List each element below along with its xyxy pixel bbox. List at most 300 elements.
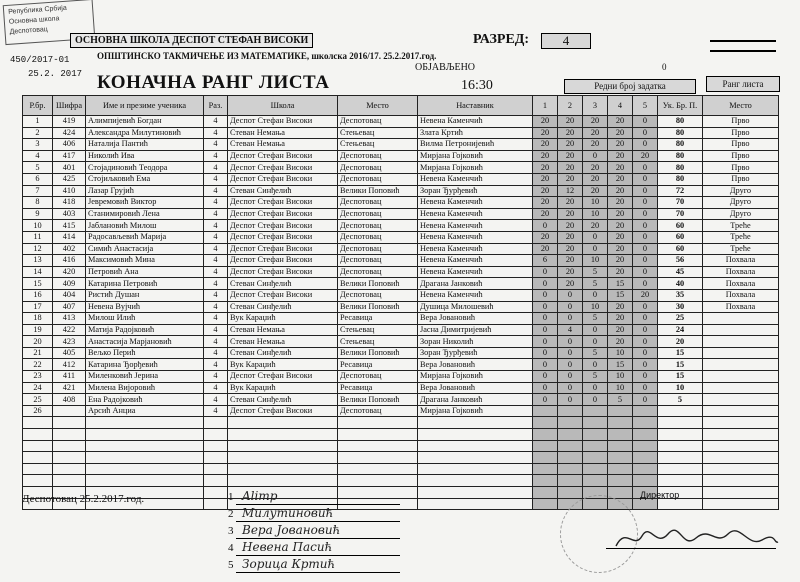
student-code (53, 452, 86, 464)
score-1 (533, 440, 558, 452)
row-number: 7 (23, 185, 53, 197)
student-name: Станимировић Лена (86, 208, 204, 220)
rank-place: Похвала (703, 301, 779, 313)
school: Деспот Стефан Високи (228, 197, 338, 209)
teacher (418, 463, 533, 475)
score-4: 20 (608, 173, 633, 185)
score-5 (633, 452, 658, 464)
score-1: 20 (533, 150, 558, 162)
town: Деспотовац (338, 220, 418, 232)
teacher: Вилма Петронијевић (418, 139, 533, 151)
rank-place: Прво (703, 116, 779, 128)
grade (204, 417, 228, 429)
student-name: Максимовић Мина (86, 255, 204, 267)
score-1 (533, 405, 558, 417)
score-3: 20 (583, 220, 608, 232)
score-3 (583, 452, 608, 464)
rank-place (703, 498, 779, 510)
student-name: Симић Анастасија (86, 243, 204, 255)
teacher: Мирјана Гојковић (418, 371, 533, 383)
teacher: Вера Јовановић (418, 359, 533, 371)
grade: 4 (204, 255, 228, 267)
score-2: 0 (558, 359, 583, 371)
score-5: 0 (633, 116, 658, 128)
student-code: 411 (53, 371, 86, 383)
table-row (23, 139, 779, 151)
score-1: 0 (533, 220, 558, 232)
score-5: 0 (633, 382, 658, 394)
town: Стењевац (338, 324, 418, 336)
commission-signature: Зорица Кртић (242, 557, 336, 571)
student-code: 423 (53, 336, 86, 348)
grade-label: РАЗРЕД: (473, 32, 530, 47)
score-5: 0 (633, 347, 658, 359)
total-points: 80 (658, 116, 703, 128)
grade: 4 (204, 197, 228, 209)
score-3: 5 (583, 313, 608, 325)
row-number: 12 (23, 243, 53, 255)
student-code: 408 (53, 394, 86, 406)
score-5 (633, 417, 658, 429)
teacher: Невена Каменчић (418, 231, 533, 243)
student-name: Стојиљковић Ема (86, 173, 204, 185)
total-points: 15 (658, 371, 703, 383)
student-code (53, 440, 86, 452)
column-header: Школа (228, 96, 338, 116)
row-number (23, 475, 53, 487)
table-row (23, 394, 779, 406)
rank-place: Похвала (703, 289, 779, 301)
director-signature-line (606, 548, 776, 549)
grade: 4 (204, 266, 228, 278)
row-number: 16 (23, 289, 53, 301)
town (338, 463, 418, 475)
score-5: 0 (633, 127, 658, 139)
column-header: Р.бр. (23, 96, 53, 116)
table-row (23, 452, 779, 464)
score-2: 20 (558, 266, 583, 278)
town: Деспотовац (338, 243, 418, 255)
row-number (23, 452, 53, 464)
town (338, 487, 418, 499)
score-1: 0 (533, 382, 558, 394)
row-number: 17 (23, 301, 53, 313)
score-1 (533, 463, 558, 475)
town: Деспотовац (338, 150, 418, 162)
table-row (23, 475, 779, 487)
score-3: 0 (583, 289, 608, 301)
score-4: 20 (608, 208, 633, 220)
score-2: 20 (558, 127, 583, 139)
table-row (23, 150, 779, 162)
rank-place: Прво (703, 127, 779, 139)
table-row (23, 255, 779, 267)
score-1 (533, 429, 558, 441)
student-name (86, 417, 204, 429)
table-row (23, 243, 779, 255)
town: Стењевац (338, 127, 418, 139)
row-number: 24 (23, 382, 53, 394)
school: Деспот Стефан Високи (228, 208, 338, 220)
table-row (23, 382, 779, 394)
row-number: 20 (23, 336, 53, 348)
column-header: 1 (533, 96, 558, 116)
score-4: 20 (608, 139, 633, 151)
student-name (86, 452, 204, 464)
score-3: 5 (583, 278, 608, 290)
table-row (23, 371, 779, 383)
score-2: 20 (558, 162, 583, 174)
score-2 (558, 405, 583, 417)
commission-signature-line (236, 555, 400, 556)
score-2: 0 (558, 347, 583, 359)
score-1: 20 (533, 185, 558, 197)
total-points: 70 (658, 208, 703, 220)
stamp-number: 450/2017-01 (10, 55, 70, 65)
teacher: Зоран Ђурђевић (418, 347, 533, 359)
score-3: 0 (583, 150, 608, 162)
score-2: 0 (558, 301, 583, 313)
student-code: 414 (53, 231, 86, 243)
student-code: 420 (53, 266, 86, 278)
town: Деспотовац (338, 173, 418, 185)
table-row (23, 417, 779, 429)
score-1: 0 (533, 324, 558, 336)
grade: 4 (204, 324, 228, 336)
teacher: Мирјана Гојковић (418, 150, 533, 162)
score-1: 20 (533, 139, 558, 151)
score-1: 0 (533, 289, 558, 301)
student-code (53, 417, 86, 429)
commission-signature: Милутиновић (242, 506, 334, 520)
town (338, 452, 418, 464)
town: Деспотовац (338, 116, 418, 128)
student-name: Наталија Пантић (86, 139, 204, 151)
total-points (658, 452, 703, 464)
grade: 4 (204, 405, 228, 417)
student-code: 410 (53, 185, 86, 197)
score-1: 0 (533, 278, 558, 290)
teacher (418, 498, 533, 510)
grade (204, 429, 228, 441)
row-number: 10 (23, 220, 53, 232)
score-2: 0 (558, 289, 583, 301)
student-code: 416 (53, 255, 86, 267)
score-3: 20 (583, 116, 608, 128)
student-code (53, 405, 86, 417)
rank-place (703, 371, 779, 383)
student-code: 404 (53, 289, 86, 301)
student-code: 422 (53, 324, 86, 336)
grade: 4 (204, 231, 228, 243)
student-code (53, 475, 86, 487)
score-4: 20 (608, 231, 633, 243)
commission-member-number: 3 (228, 525, 234, 537)
total-points: 5 (658, 394, 703, 406)
column-header: Име и презиме ученика (86, 96, 204, 116)
total-points: 15 (658, 347, 703, 359)
stamp-line-1: Република Србија (7, 4, 68, 16)
school: Деспот Стефан Високи (228, 231, 338, 243)
competition-title: ОПШТИНСКО ТАКМИЧЕЊЕ ИЗ МАТЕМАТИКЕ, школска 2016/17. 25.2.2017.год. (97, 51, 437, 61)
ranking-table (22, 95, 779, 510)
teacher: Мирјана Гојковић (418, 162, 533, 174)
commission-signature-line (236, 521, 400, 522)
town: Деспотовац (338, 255, 418, 267)
table-row (23, 197, 779, 209)
score-5: 0 (633, 220, 658, 232)
rank-place: Похвала (703, 266, 779, 278)
column-header: 2 (558, 96, 583, 116)
town: Деспотовац (338, 405, 418, 417)
town (338, 429, 418, 441)
score-1 (533, 498, 558, 510)
header-rule (710, 40, 776, 52)
score-3: 20 (583, 173, 608, 185)
rank-place (703, 417, 779, 429)
score-2 (558, 487, 583, 499)
table-row (23, 231, 779, 243)
score-3: 20 (583, 185, 608, 197)
stamp-line-3: Деспотовац (9, 26, 49, 36)
total-points: 60 (658, 231, 703, 243)
town: Деспотовац (338, 371, 418, 383)
grade (204, 440, 228, 452)
teacher: Невена Каменчић (418, 208, 533, 220)
town: Велики Поповић (338, 185, 418, 197)
score-3: 20 (583, 139, 608, 151)
student-code (53, 429, 86, 441)
school: Стеван Синђелић (228, 278, 338, 290)
score-5: 0 (633, 394, 658, 406)
town: Велики Поповић (338, 347, 418, 359)
town: Деспотовац (338, 289, 418, 301)
score-4 (608, 475, 633, 487)
score-3: 0 (583, 243, 608, 255)
table-header-row (23, 96, 779, 116)
score-1: 20 (533, 197, 558, 209)
rank-place: Прво (703, 139, 779, 151)
table-row (23, 359, 779, 371)
school (228, 475, 338, 487)
grade: 4 (204, 173, 228, 185)
grade: 4 (204, 394, 228, 406)
score-5: 0 (633, 173, 658, 185)
teacher: Невена Каменчић (418, 266, 533, 278)
score-3 (583, 463, 608, 475)
score-5: 0 (633, 162, 658, 174)
published-time: 16:30 (461, 78, 493, 93)
commission-member-number: 2 (228, 508, 234, 520)
score-5 (633, 463, 658, 475)
row-number: 5 (23, 162, 53, 174)
student-code: 417 (53, 150, 86, 162)
school: Стеван Немања (228, 139, 338, 151)
score-5 (633, 475, 658, 487)
grade: 4 (204, 313, 228, 325)
rank-place (703, 405, 779, 417)
rank-place: Треће (703, 220, 779, 232)
teacher (418, 440, 533, 452)
score-1 (533, 417, 558, 429)
row-number (23, 463, 53, 475)
school: Деспот Стефан Високи (228, 405, 338, 417)
student-code: 405 (53, 347, 86, 359)
rank-list-header: Ранг листа (706, 76, 780, 92)
total-points (658, 463, 703, 475)
score-5: 0 (633, 313, 658, 325)
rank-place: Друго (703, 208, 779, 220)
town: Деспотовац (338, 266, 418, 278)
grade (204, 452, 228, 464)
score-4 (608, 405, 633, 417)
table-row (23, 463, 779, 475)
score-3: 10 (583, 301, 608, 313)
score-2 (558, 429, 583, 441)
total-points: 80 (658, 127, 703, 139)
teacher: Јасна Димитријевић (418, 324, 533, 336)
rank-place (703, 313, 779, 325)
grade: 4 (204, 127, 228, 139)
score-4: 20 (608, 313, 633, 325)
school (228, 452, 338, 464)
table-row (23, 324, 779, 336)
commission-signature-line (236, 504, 400, 505)
score-2: 20 (558, 231, 583, 243)
score-4: 20 (608, 255, 633, 267)
teacher (418, 475, 533, 487)
rank-place (703, 359, 779, 371)
student-code (53, 463, 86, 475)
teacher: Душица Милошевић (418, 301, 533, 313)
rank-place (703, 394, 779, 406)
table-row (23, 185, 779, 197)
total-points: 80 (658, 150, 703, 162)
table-row (23, 440, 779, 452)
town: Стењевац (338, 139, 418, 151)
rank-place (703, 440, 779, 452)
table-row (23, 208, 779, 220)
school: Стеван Немања (228, 127, 338, 139)
row-number: 11 (23, 231, 53, 243)
school: Стеван Немања (228, 336, 338, 348)
grade: 4 (204, 347, 228, 359)
score-3: 0 (583, 324, 608, 336)
grade (204, 498, 228, 510)
town: Велики Поповић (338, 301, 418, 313)
score-1: 0 (533, 336, 558, 348)
score-2: 0 (558, 313, 583, 325)
school: Деспот Стефан Високи (228, 162, 338, 174)
school (228, 429, 338, 441)
score-3 (583, 475, 608, 487)
grade (204, 463, 228, 475)
school: Деспот Стефан Високи (228, 255, 338, 267)
score-3: 20 (583, 162, 608, 174)
row-number: 13 (23, 255, 53, 267)
school: Стеван Синђелић (228, 394, 338, 406)
score-1: 6 (533, 255, 558, 267)
row-number: 23 (23, 371, 53, 383)
score-4: 20 (608, 324, 633, 336)
rank-place (703, 347, 779, 359)
teacher (418, 487, 533, 499)
score-4: 15 (608, 359, 633, 371)
score-4: 10 (608, 347, 633, 359)
student-name: Ена Радојковић (86, 394, 204, 406)
teacher: Драгана Јанковић (418, 278, 533, 290)
row-number: 9 (23, 208, 53, 220)
school: Вук Караџић (228, 313, 338, 325)
rank-place: Прво (703, 173, 779, 185)
score-4: 20 (608, 266, 633, 278)
total-points (658, 429, 703, 441)
score-1: 0 (533, 301, 558, 313)
grade: 4 (204, 116, 228, 128)
grade: 4 (204, 162, 228, 174)
score-1: 0 (533, 371, 558, 383)
rank-place (703, 452, 779, 464)
grade: 4 (204, 220, 228, 232)
score-1: 20 (533, 173, 558, 185)
score-3: 0 (583, 336, 608, 348)
total-points: 40 (658, 278, 703, 290)
student-name (86, 463, 204, 475)
total-points (658, 440, 703, 452)
rank-place (703, 463, 779, 475)
grade: 4 (204, 243, 228, 255)
grade: 4 (204, 301, 228, 313)
student-name: Стојадиновић Теодора (86, 162, 204, 174)
table-row (23, 127, 779, 139)
student-name: Јевремовић Виктор (86, 197, 204, 209)
commission-signature: Вера Јовановић (242, 523, 341, 537)
teacher: Зоран Николић (418, 336, 533, 348)
score-4: 20 (608, 150, 633, 162)
table-row (23, 173, 779, 185)
score-4 (608, 429, 633, 441)
town: Деспотовац (338, 162, 418, 174)
student-name: Невена Вујчић (86, 301, 204, 313)
score-4 (608, 463, 633, 475)
town (338, 440, 418, 452)
school-name: ОСНОВНА ШКОЛА ДЕСПОТ СТЕФАН ВИСОКИ (70, 33, 313, 48)
score-3 (583, 405, 608, 417)
teacher: Невена Каменчић (418, 243, 533, 255)
score-2: 0 (558, 371, 583, 383)
score-1: 20 (533, 127, 558, 139)
rank-place: Похвала (703, 255, 779, 267)
teacher: Злата Кртић (418, 127, 533, 139)
student-name: Милош Илић (86, 313, 204, 325)
column-header: 4 (608, 96, 633, 116)
student-name: Вељко Перић (86, 347, 204, 359)
row-number: 19 (23, 324, 53, 336)
task-number-header: Редни број задатка (564, 79, 696, 94)
score-2 (558, 417, 583, 429)
score-2: 20 (558, 255, 583, 267)
grade: 4 (204, 289, 228, 301)
town: Велики Поповић (338, 394, 418, 406)
student-code: 419 (53, 116, 86, 128)
score-3: 0 (583, 359, 608, 371)
row-number: 1 (23, 116, 53, 128)
score-5: 0 (633, 301, 658, 313)
student-name: Миленковић Јерина (86, 371, 204, 383)
score-4: 10 (608, 382, 633, 394)
rank-place: Друго (703, 185, 779, 197)
student-name (86, 475, 204, 487)
